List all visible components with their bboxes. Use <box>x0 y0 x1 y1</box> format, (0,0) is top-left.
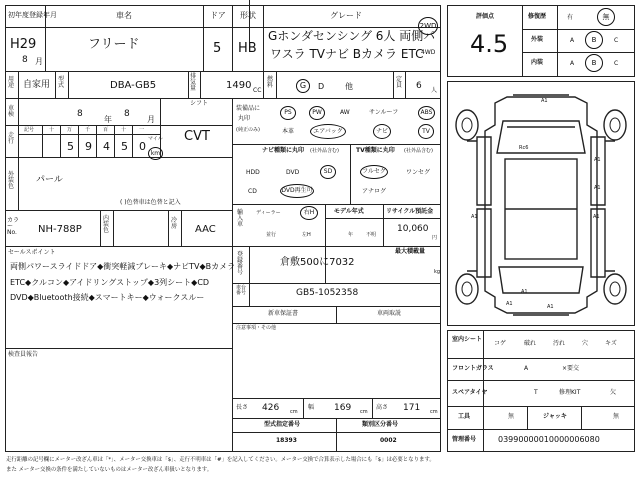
cc-unit: CC <box>253 87 262 94</box>
exterior-c: C <box>614 37 619 44</box>
width-label: 幅 <box>308 404 315 411</box>
tv-types-title: TV種類に丸印 <box>356 147 395 154</box>
tv-analog: アナログ <box>362 188 387 195</box>
drive-4wd: 4WD <box>421 49 436 56</box>
usage-value: 自家用 <box>23 80 51 90</box>
management-label: 管理番号 <box>452 436 477 443</box>
grade-line2: ワスラ TVナビ Bカメラ ETC <box>270 47 424 61</box>
damage-mark-4: A1 <box>471 214 478 220</box>
footer-note-2: また メーター交換の条件を満たしていないものはメーター改ざん車扱いとなります。 <box>6 467 213 473</box>
sales-point-line2: ETC◆クルコン◆アイドリングストップ◆3列シート◆CD <box>10 278 210 287</box>
damage-mark-7: A1 <box>506 301 513 307</box>
notes-label: 注意事項・その他 <box>236 325 277 331</box>
interior-seat-label: 室内シート <box>452 336 483 343</box>
digit-header-1: 十 <box>49 127 55 133</box>
mileage-symbol-label: 記号 <box>24 127 35 133</box>
equip-aw: AW <box>340 109 350 116</box>
displacement-label: 排気量 <box>190 73 197 92</box>
damage-mark-2: A1 <box>594 157 601 163</box>
displacement-value: 1490 <box>226 80 252 91</box>
car-name-value: フリード <box>88 37 140 52</box>
spare-t: T <box>534 389 538 396</box>
sales-points-label: セールスポイント <box>8 249 56 256</box>
management-value: 03990000010000006080 <box>498 435 600 444</box>
interior-a: A <box>570 60 575 67</box>
windshield-label: フロントガラス <box>452 365 494 372</box>
digit-header-3: 千 <box>85 127 91 133</box>
recycle-value: 10,060 <box>397 224 429 234</box>
damage-mark-8: A1 <box>547 304 554 310</box>
category-value: 0002 <box>380 437 397 444</box>
tv-oneseg: ワンセグ <box>406 169 431 176</box>
fuel-label: 燃料 <box>267 76 274 89</box>
sales-point-line1: 両側パワースライドドア◆衝突軽減ブレーキ◆ナビTV◆Bカメラ <box>10 262 236 271</box>
grade-line1: Gホンダセンシング 6人 両側パ <box>268 29 436 43</box>
registration-label: 登録番号 <box>237 251 244 276</box>
model-year-label: モデル年式 <box>334 208 364 215</box>
mileage-digit-3: 4 <box>103 140 110 153</box>
equip-leather: 本革 <box>282 128 295 135</box>
score-label: 評価点 <box>476 13 495 20</box>
length-label: 長さ <box>236 404 249 411</box>
digit-header-6: 一 <box>139 127 145 133</box>
height-unit: cm <box>430 409 438 415</box>
equipment-label: 装備品に <box>236 105 261 112</box>
repair-label: 修復歴 <box>528 13 547 20</box>
fuel-d: D <box>318 82 325 91</box>
kg-unit: kg <box>434 269 441 275</box>
exterior-label: 外装 <box>531 36 544 43</box>
car-outline-diagram <box>447 81 635 326</box>
mileage-label: 走行 <box>8 132 15 145</box>
car-name-label: 車名 <box>116 11 132 20</box>
length-unit: cm <box>290 409 298 415</box>
tv-types-sub: (社外品含む) <box>404 148 433 154</box>
spare-missing: 欠 <box>610 389 617 396</box>
category-label: 類別区分番号 <box>362 421 399 428</box>
exterior-color-note: ( )色替車は色替と記入 <box>120 199 181 206</box>
equipment-label2: 丸印 <box>238 115 251 122</box>
nav-dvd-play-circled: DVD再生可 <box>280 184 314 198</box>
seat-scratch: キズ <box>605 340 617 347</box>
seat-burn: コゲ <box>494 340 507 347</box>
tools-value: 無 <box>508 413 515 420</box>
mile-label: マイル <box>148 136 163 142</box>
equip-ps-circled: PS <box>280 106 296 120</box>
damage-mark-3: A1 <box>594 185 601 191</box>
nav-cd: CD <box>248 188 257 195</box>
repair-yes: 有 <box>567 14 574 21</box>
nav-types-sub: (社外品含む) <box>310 148 339 154</box>
nav-sd-circled: SD <box>320 165 336 179</box>
first-reg-label: 初年度登録年月 <box>8 11 57 19</box>
door-label: ドア <box>210 11 226 20</box>
mileage-digit-2: 9 <box>85 140 92 153</box>
score-value: 4.5 <box>470 30 509 58</box>
digit-header-2: 万 <box>67 127 73 133</box>
capacity-label: 定員 <box>396 76 403 89</box>
exterior-color-label: 外装色 <box>8 171 15 190</box>
inspection-label: 車検 <box>8 105 15 118</box>
tv-fullseg-circled: フルセグ <box>360 165 388 179</box>
spare-tire-label: スペアタイヤ <box>452 389 488 396</box>
width-unit: cm <box>360 409 368 415</box>
shape-label: 形状 <box>240 11 256 20</box>
recycle-unit: 円 <box>432 235 438 241</box>
ac-label: 冷房 <box>171 217 178 230</box>
inspector-report-label: 検査員報告 <box>8 351 39 358</box>
model-label: 型式 <box>58 76 65 89</box>
equipment-label3: (純正のみ) <box>236 127 260 133</box>
first-reg-year: H29 <box>10 37 37 52</box>
damage-mark-9: Rc6 <box>519 145 529 151</box>
shift-label: シフト <box>190 100 209 107</box>
import-dealer: ディーラー <box>256 210 281 216</box>
interior-color-label: 内装色 <box>103 215 110 234</box>
damage-mark-1: A1 <box>541 98 548 104</box>
door-value: 5 <box>213 41 222 56</box>
color-no-label: カラーNo. <box>7 217 20 236</box>
equip-tv-circled: TV <box>418 124 434 139</box>
seat-tear: 破れ <box>524 340 537 347</box>
registration-value: 倉敷500に7032 <box>280 257 355 268</box>
mileage-digit-4: 5 <box>121 140 128 153</box>
digit-header-5: 十 <box>121 127 127 133</box>
inspection-month: 8 <box>124 109 130 119</box>
tools-label: 工具 <box>458 413 471 420</box>
shape-value: HB <box>238 41 257 56</box>
equip-sunroof: サンルーフ <box>369 109 399 116</box>
nav-dvd: DVD <box>286 169 300 176</box>
interior-c: C <box>614 60 619 67</box>
length-value: 426 <box>262 403 280 413</box>
exterior-color-value: パール <box>36 175 63 185</box>
mileage-digit-5: 0 <box>139 140 146 153</box>
damage-mark-6: A1 <box>521 289 528 295</box>
model-year-unit: 年 <box>348 232 354 238</box>
seat-hole: 穴 <box>582 340 589 347</box>
chassis-label: 車台番号 <box>236 285 247 296</box>
grade-label: グレード <box>330 11 362 20</box>
damage-mark-5: A1 <box>593 214 600 220</box>
footer-note-1: 走行距離の記号欄にメーター改ざん車は「*」、メーター交換車は「$」、走行不明車は「#」を記入してください。メーター交換で合算表示した場合にも「$」は必要となります。 <box>6 457 435 463</box>
model-year-unknown: 不明 <box>366 232 377 238</box>
km-circled: km <box>148 147 163 160</box>
first-reg-month: 8 <box>22 55 28 65</box>
interior-label: 内装 <box>531 59 544 66</box>
capacity-unit: 人 <box>431 87 438 94</box>
sales-point-line3: DVD◆Bluetooth接続◆スマートキー◆ウォークスルー <box>10 293 205 302</box>
manual-label: 車両取説 <box>377 310 402 317</box>
equip-pw-circled: PW <box>309 106 325 120</box>
repair-no-circled: 無 <box>597 8 615 26</box>
digit-header-4: 百 <box>103 127 109 133</box>
height-label: 高さ <box>376 404 389 411</box>
chassis-value: GB5-1052358 <box>296 288 359 298</box>
import-label: 輸入車 <box>237 209 244 228</box>
jack-value: 無 <box>613 413 620 420</box>
nav-hdd: HDD <box>246 169 260 176</box>
import-parallel: 並行 <box>266 232 277 238</box>
inspection-year-unit: 年 <box>104 115 112 124</box>
interior-b-circled: B <box>585 54 603 72</box>
drive-2wd-circled: 2WD <box>418 17 438 35</box>
width-value: 169 <box>334 403 352 413</box>
capacity-value: 6 <box>416 81 422 91</box>
exterior-b-circled: B <box>585 31 603 49</box>
windshield-a: A <box>524 365 529 372</box>
usage-label: 用途 <box>8 76 15 89</box>
seat-dirt: 汚れ <box>553 340 566 347</box>
equip-navi-circled: ナビ <box>373 124 391 139</box>
warranty-label: 新車保証書 <box>268 310 299 317</box>
type-designation-value: 18393 <box>276 437 297 444</box>
height-value: 171 <box>403 403 421 413</box>
recycle-label: リサイクル預託金 <box>386 208 434 215</box>
jack-label: ジャッキ <box>543 413 567 420</box>
exterior-a: A <box>570 37 575 44</box>
right-hand-circled: 右H <box>300 206 318 220</box>
windshield-replace: ×要交 <box>562 365 580 372</box>
month-unit: 月 <box>35 57 43 66</box>
nav-types-title: ナビ種類に丸印 <box>262 147 305 154</box>
left-hand: 左H <box>302 232 311 238</box>
model-value: DBA-GB5 <box>110 80 157 91</box>
max-load-label: 最大積載量 <box>395 248 426 255</box>
inspection-month-unit: 月 <box>147 115 155 124</box>
spare-kit: 修理KIT <box>559 389 581 396</box>
equip-abs-circled: ABS <box>418 106 435 120</box>
equip-airbag-circled: エアバック <box>310 124 346 139</box>
shift-value: CVT <box>184 129 210 144</box>
inspection-year: 8 <box>77 109 83 119</box>
color-no-value: NH-788P <box>38 224 82 235</box>
ac-value: AAC <box>195 224 216 235</box>
mileage-digit-1: 5 <box>67 140 74 153</box>
type-designation-label: 型式指定番号 <box>264 421 301 428</box>
fuel-other: 他 <box>345 82 353 91</box>
fuel-g-circled: G <box>296 79 310 93</box>
